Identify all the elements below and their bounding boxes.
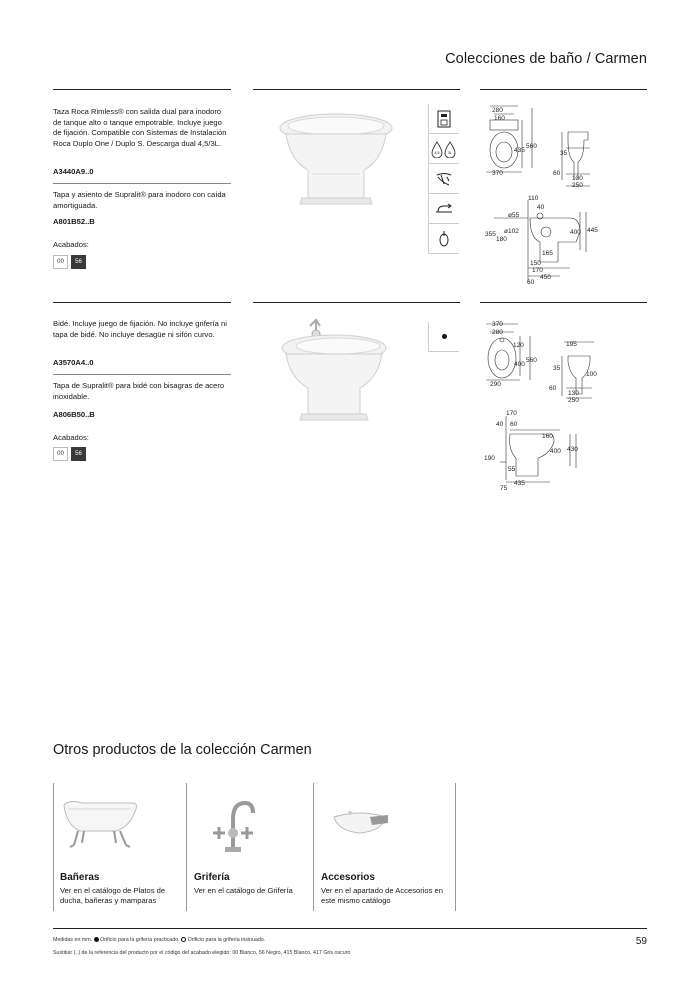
dim-label: 60	[549, 385, 557, 392]
dim-label: 60	[553, 170, 561, 177]
soft-close-icon	[429, 224, 459, 254]
dim-label: 130	[572, 175, 583, 182]
dim-label: 250	[572, 182, 583, 189]
dim-label: 165	[542, 250, 553, 257]
card-divider	[455, 783, 456, 911]
section-divider	[480, 89, 647, 90]
dim-label: 560	[526, 143, 537, 150]
divider	[53, 374, 231, 375]
feature-icons	[428, 104, 458, 254]
dim-label: 430	[567, 446, 578, 453]
page-number: 59	[635, 936, 647, 947]
product-card-griferia[interactable]	[187, 783, 313, 911]
dim-label: 280	[492, 329, 503, 336]
installation-frame-icon	[429, 104, 459, 134]
section-divider	[253, 89, 460, 90]
dim-label: 100	[586, 371, 597, 378]
tap-hole-marked-icon	[181, 937, 186, 942]
dim-label: 40	[537, 204, 545, 211]
dim-label: 130	[568, 390, 579, 397]
section-title: Otros productos de la colección Carmen	[53, 742, 312, 758]
dim-label: 190	[484, 455, 495, 462]
bidet-image	[268, 316, 398, 426]
dual-flush-icon	[429, 134, 459, 164]
tap-hole-drilled-icon	[94, 937, 99, 942]
dim-label: 435	[514, 480, 525, 487]
rimless-icon	[429, 164, 459, 194]
dim-label: 560	[526, 357, 537, 364]
finishes-label: Acabados:	[53, 240, 89, 249]
footer-divider	[53, 928, 647, 929]
dim-label: 290	[490, 381, 501, 388]
dim-label: 160	[542, 433, 553, 440]
tap-hole-icon	[429, 322, 459, 352]
card-text: Ver en el catálogo de Platos de ducha, bañeras y mamparas	[60, 886, 166, 905]
technical-drawing	[480, 100, 650, 290]
dim-label: 120	[513, 342, 524, 349]
footnote-text: Orificio para la grifería insinuado.	[187, 937, 266, 943]
accessory-description: Tapa y asiento de Supralit® para inodoro con caída amortiguada.	[53, 190, 226, 210]
dim-label: 110	[528, 195, 539, 202]
footnote-text: Orificio para la grifería practicado.	[100, 937, 180, 943]
card-text: Ver en el apartado de Accesorios en este mismo catálogo	[321, 886, 444, 905]
wall-outlet-icon	[429, 194, 459, 224]
dim-label: 60	[510, 421, 518, 428]
dim-label: 75	[500, 485, 508, 492]
dim-label: 195	[566, 341, 577, 348]
accessory-code: A806B50..B	[53, 410, 95, 419]
finish-swatch-black: 56	[71, 255, 86, 269]
section-divider	[53, 302, 231, 303]
flush-volume-b: 3L	[448, 150, 452, 155]
dim-label: 400	[550, 448, 561, 455]
dim-label: 450	[540, 274, 551, 281]
card-title: Grifería	[194, 872, 230, 883]
dim-label: 355	[485, 231, 496, 238]
dim-label: 370	[492, 170, 503, 177]
product-description: Taza Roca Rimless® con salida dual para inodoro de tanque alto o tanque empotrable. Incluye juego de fijación. Compatible con Sistemas de Instalación Roca Duplo One / Duplo S. Descarga dual 4,5/3L.	[53, 107, 227, 148]
card-title: Accesorios	[321, 872, 375, 883]
card-title: Bañeras	[60, 872, 100, 883]
accessory-code: A801B52..B	[53, 217, 95, 226]
product-code: A3440A9..0	[53, 167, 94, 176]
technical-drawing	[480, 316, 650, 496]
flush-volume-a: 4,5	[434, 150, 440, 155]
section-divider	[253, 302, 460, 303]
finish-swatch-black: 56	[71, 447, 86, 461]
page-title: Colecciones de baño / Carmen	[445, 51, 647, 67]
dim-label: 35	[553, 365, 561, 372]
toilet-image	[268, 100, 398, 210]
dim-label: 35	[560, 150, 568, 157]
dim-label: 400	[570, 229, 581, 236]
footnote-finishes: Sustituir (..) de la referencia del producto por el código del acabado elegido: 00 Blanco, 56 Negro, 415 Blanco, 417 Gris oscuro	[53, 950, 351, 956]
dim-label: 445	[587, 227, 598, 234]
dim-label: 170	[532, 267, 543, 274]
finish-swatch-white: 00	[53, 447, 68, 461]
accessory-description: Tapa de Supralit® para bidé con bisagras de acero inoxidable.	[53, 381, 225, 401]
product-card-accesorios[interactable]	[314, 783, 455, 911]
section-divider	[53, 89, 231, 90]
feature-icons	[428, 322, 458, 352]
divider	[53, 183, 231, 184]
dim-label: ø102	[504, 228, 519, 235]
dim-label: 400	[514, 361, 525, 368]
footnote-measures	[53, 937, 265, 943]
finishes-label: Acabados:	[53, 433, 89, 442]
bathtub-image	[60, 791, 140, 851]
dim-label: 170	[506, 410, 517, 417]
product-description: Bidé. Incluye juego de fijación. No incluye grifería ni tapa de bidé. No incluye desagüe ni sifón curvo.	[53, 319, 227, 339]
card-text: Ver en el catálogo de Grifería	[194, 886, 293, 895]
section-divider	[480, 302, 647, 303]
dim-label: 370	[492, 321, 503, 328]
dim-label: 280	[492, 107, 503, 114]
dim-label: 160	[494, 115, 505, 122]
product-code: A3570A4..0	[53, 358, 94, 367]
product-card-banera[interactable]	[54, 783, 186, 911]
footnote-text: Medidas en mm.	[53, 937, 93, 943]
dim-label: 250	[568, 397, 579, 404]
finish-swatch-white: 00	[53, 255, 68, 269]
dim-label: 55	[508, 466, 516, 473]
dim-label: ø55	[508, 212, 520, 219]
dim-label: 60	[527, 279, 535, 286]
dim-label: 180	[496, 236, 507, 243]
accessory-image	[330, 805, 390, 841]
dim-label: 150	[530, 260, 541, 267]
dim-label: 435	[514, 147, 525, 154]
faucet-image	[203, 793, 263, 855]
dim-label: 40	[496, 421, 504, 428]
